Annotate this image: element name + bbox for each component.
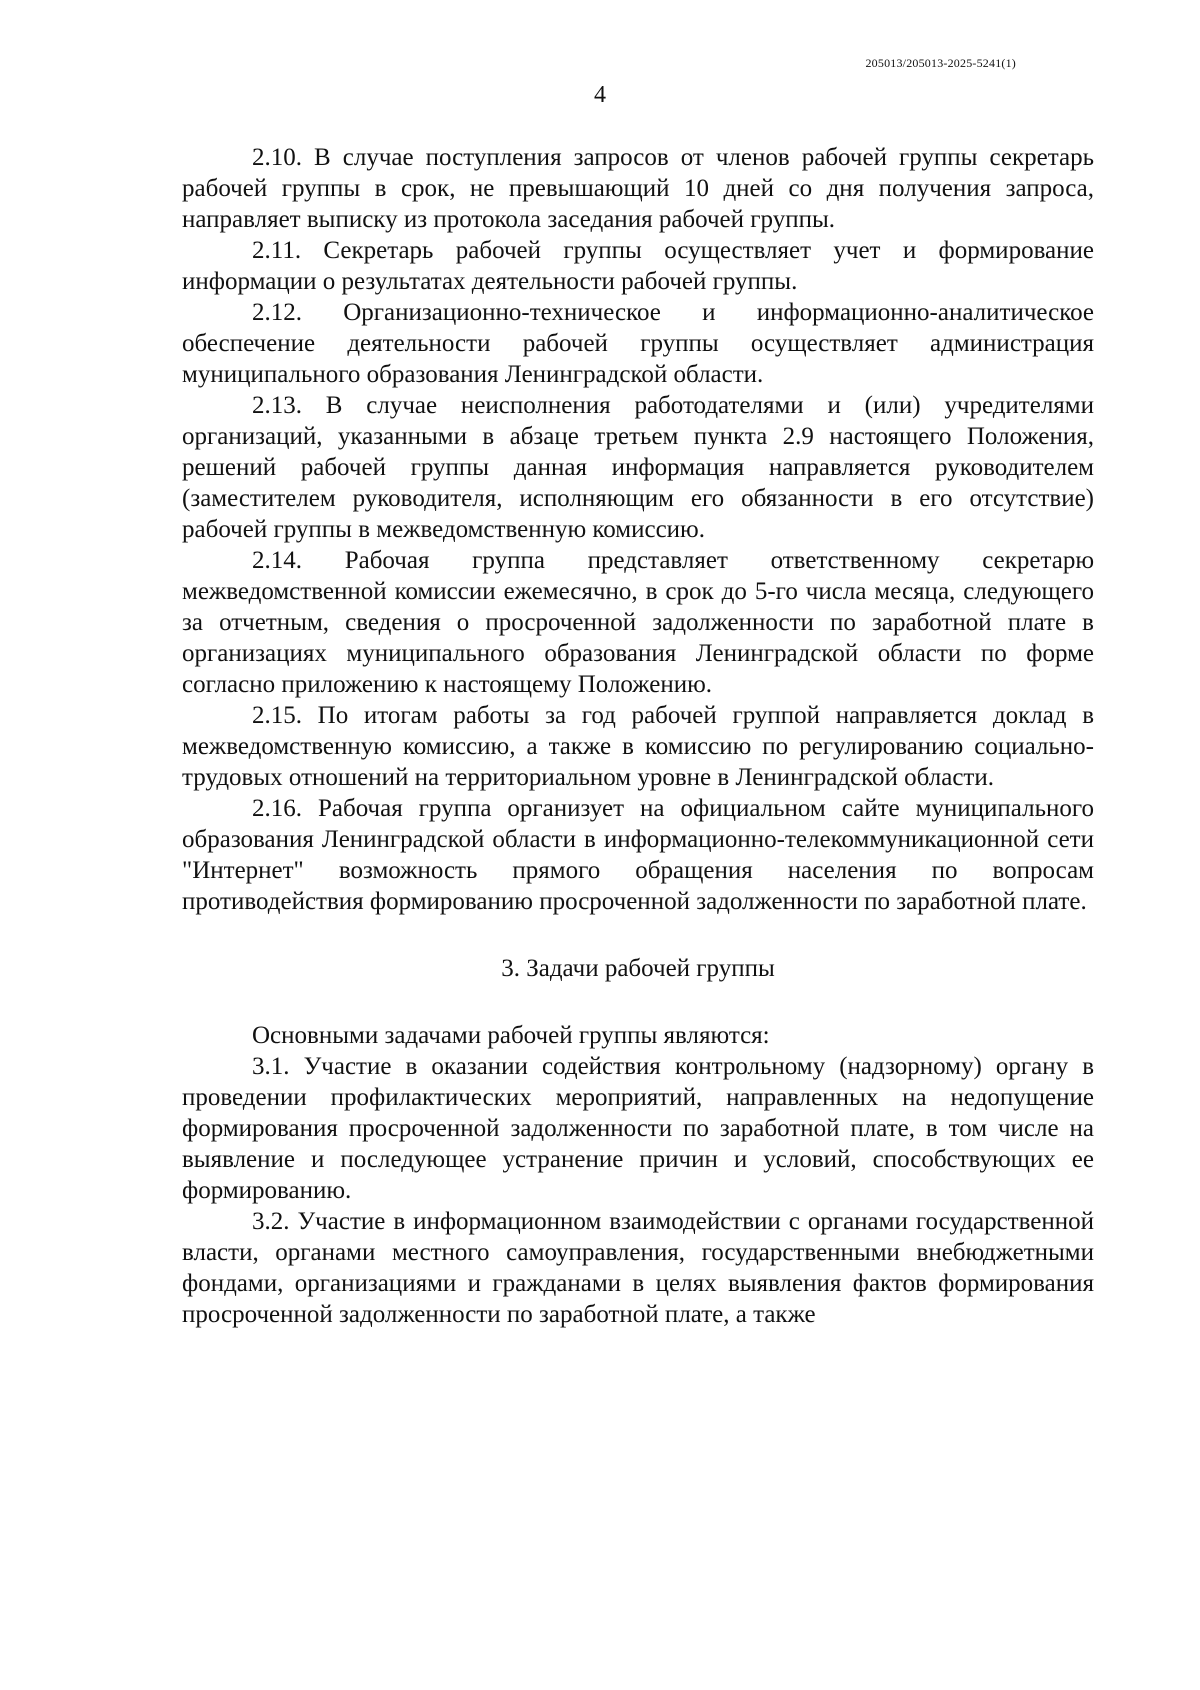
paragraph-2-15: 2.15. По итогам работы за год рабочей группой направляется доклад в межведомственную комиссию, а также в комиссию по регулированию социально-трудовых отношений на территориальном уровне в Ленинградской области.	[182, 702, 1094, 791]
section-heading: 3. Задачи рабочей группы	[501, 955, 775, 982]
paragraph-3-1: 3.1. Участие в оказании содействия контрольному (надзорному) органу в проведении профилактических мероприятий, направленных на недопущение формирования просроченной задолженности по заработной плате, в том числе на выявление и последующее устранение причин и условий, способствующих ее формированию.	[182, 1053, 1094, 1204]
paragraph-2-10: 2.10. В случае поступления запросов от членов рабочей группы секретарь рабочей группы в срок, не превышающий 10 дней со дня получения запроса, направляет выписку из протокола заседания рабочей группы.	[182, 144, 1094, 233]
document-id: 205013/205013-2025-5241(1)	[865, 56, 1016, 70]
paragraph-2-13: 2.13. В случае неисполнения работодателями и (или) учредителями организаций, указанными в абзаце третьем пункта 2.9 настоящего Положения, решений рабочей группы данная информация направляется руководителем (заместителем руководителя, исполняющим его обязанности в его отсутствие) рабочей группы в межведомственную комиссию.	[182, 392, 1094, 543]
page-number: 4	[594, 82, 606, 108]
document-body	[182, 142, 1094, 1330]
paragraph-2-16: 2.16. Рабочая группа организует на официальном сайте муниципального образования Ленинградской области в информационно-телекоммуникационной сети "Интернет" возможность прямого обращения населения по вопросам противодействия формированию просроченной задолженности по заработной плате.	[182, 795, 1094, 915]
paragraph-2-12: 2.12. Организационно-техническое и информационно-аналитическое обеспечение деятельности рабочей группы осуществляет администрация муниципального образования Ленинградской области.	[182, 299, 1094, 388]
paragraph-intro: Основными задачами рабочей группы являются:	[252, 1022, 770, 1049]
paragraph-2-14: 2.14. Рабочая группа представляет ответственному секретарю межведомственной комиссии ежемесячно, в срок до 5-го числа месяца, следующего за отчетным, сведения о просроченной задолженности по заработной плате в организациях муниципального образования Ленинградской области по форме согласно приложению к настоящему Положению.	[182, 547, 1094, 698]
paragraph-3-2: 3.2. Участие в информационном взаимодействии с органами государственной власти, органами местного самоуправления, государственными внебюджетными фондами, организациями и гражданами в целях выявления фактов формирования просроченной задолженности по заработной плате, а также	[182, 1208, 1094, 1328]
paragraph-2-11: 2.11. Секретарь рабочей группы осуществляет учет и формирование информации о результатах деятельности рабочей группы.	[182, 237, 1094, 295]
